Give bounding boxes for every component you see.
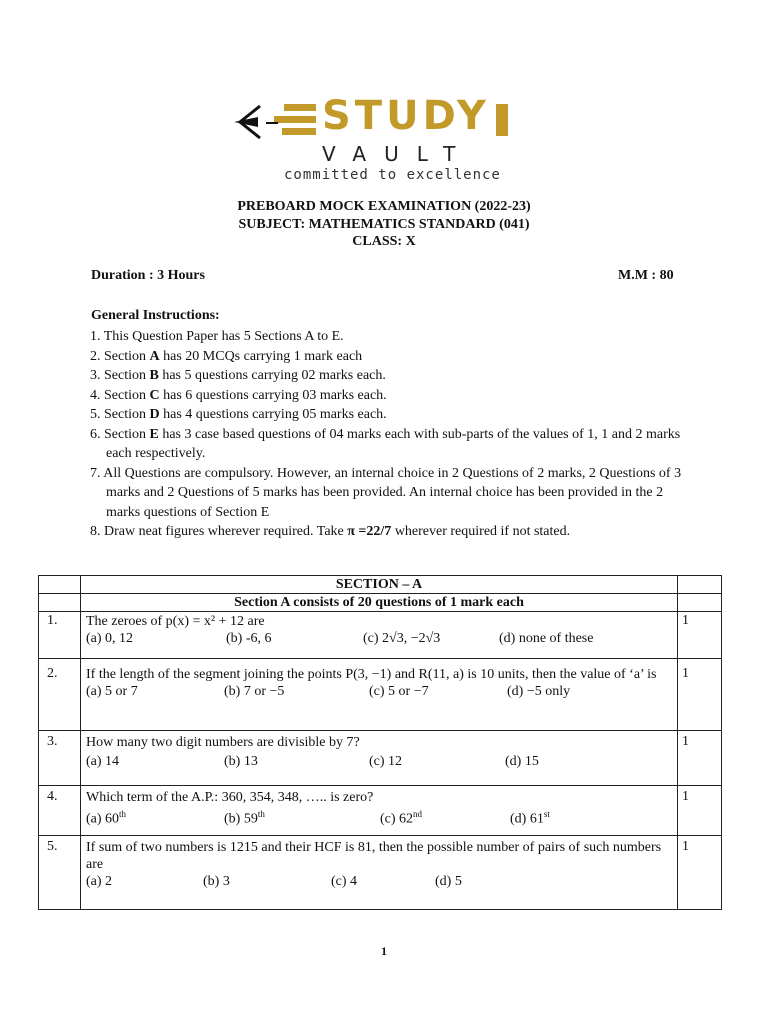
- question-number: 2.: [39, 659, 81, 731]
- logo-tagline: committed to excellence: [284, 167, 501, 183]
- option-d: [510, 806, 550, 828]
- question-text: How many two digit numbers are divisible by 7?: [86, 735, 360, 750]
- question-cell: [81, 836, 678, 910]
- question-marks: 1: [678, 731, 722, 786]
- max-marks: M.M : 80: [618, 268, 674, 283]
- logo-word: STUDY: [322, 93, 490, 139]
- section-subtitle: Section A consists of 20 questions of 1 mark each: [81, 594, 678, 612]
- question-row: [39, 612, 722, 659]
- option-c: (c) 4: [331, 874, 358, 889]
- instruction-text: 6. Section: [90, 426, 150, 442]
- options-row: [86, 753, 672, 770]
- option-a: (a) 0, 12: [86, 631, 134, 646]
- option-d-text: (d) 61: [510, 811, 544, 827]
- option-d-sup: st: [543, 809, 550, 819]
- option-c: [380, 806, 510, 828]
- option-a-text: (a) 60: [86, 811, 120, 827]
- options-row: [86, 683, 672, 700]
- empty-cell: [39, 594, 81, 612]
- option-c: (c) 12: [369, 754, 403, 769]
- option-b: [224, 806, 380, 828]
- question-cell: [81, 659, 678, 731]
- question-number: 4.: [39, 786, 81, 836]
- option-b-text: (b) 59: [224, 811, 258, 827]
- option-a: (a) 2: [86, 874, 113, 889]
- option-c-sup: nd: [413, 809, 423, 819]
- logo-subword: VAULT: [322, 142, 474, 166]
- option-a: (a) 5 or 7: [86, 684, 138, 699]
- question-row: [39, 836, 722, 910]
- instruction-item: [90, 386, 690, 406]
- instruction-text: has 6 questions carrying 03 marks each.: [159, 387, 387, 403]
- question-marks: 1: [678, 612, 722, 659]
- option-d: (d) none of these: [499, 631, 594, 646]
- question-table: [38, 575, 722, 910]
- question-text: If the length of the segment joining the points P(3, −1) and R(11, a) is 10 units, then the value of ‘a’ is: [86, 667, 657, 682]
- instruction-item: [90, 366, 690, 386]
- instruction-text: 5. Section: [90, 407, 150, 422]
- instruction-bold: π =22/7: [347, 524, 392, 539]
- instruction-text: 3. Section: [90, 368, 150, 383]
- class-title: CLASS: X: [352, 234, 416, 249]
- option-b: (b) 13: [224, 754, 258, 769]
- question-number: 1.: [39, 612, 81, 659]
- instruction-item: [90, 464, 690, 523]
- instruction-text: 1. This Question Paper has 5 Sections A to E.: [90, 329, 344, 344]
- question-number: 3.: [39, 731, 81, 786]
- instruction-text: 2. Section: [90, 348, 150, 364]
- option-c: (c) 2√3, −2√3: [363, 631, 441, 646]
- question-row: [39, 731, 722, 786]
- instructions-heading: General Instructions:: [91, 308, 220, 323]
- option-a: (a) 14: [86, 754, 120, 769]
- instruction-item: [90, 425, 690, 464]
- exam-title: PREBOARD MOCK EXAMINATION (2022-23): [237, 199, 531, 214]
- option-c: (c) 5 or −7: [369, 684, 429, 699]
- question-cell: [81, 786, 678, 836]
- instruction-text: 4. Section: [90, 387, 150, 403]
- question-cell: [81, 612, 678, 659]
- options-row: [86, 630, 672, 647]
- empty-cell: [39, 576, 81, 594]
- option-d: (d) 15: [505, 754, 539, 769]
- question-marks: 1: [678, 786, 722, 836]
- instruction-bold: A: [149, 348, 160, 364]
- question-cell: [81, 731, 678, 786]
- instruction-item: [90, 327, 690, 347]
- option-a-sup: th: [119, 809, 127, 819]
- instruction-item: [90, 522, 690, 542]
- study-vault-logo: [226, 93, 516, 188]
- question-marks: 1: [678, 836, 722, 910]
- instruction-bold: D: [149, 407, 160, 422]
- options-row: [86, 873, 672, 890]
- section-title-row: [39, 576, 722, 594]
- instruction-item: [90, 405, 690, 425]
- instruction-text: has 20 MCQs carrying 1 mark each: [159, 348, 363, 364]
- option-b: (b) 7 or −5: [224, 684, 285, 699]
- question-marks: 1: [678, 659, 722, 731]
- question-row: [39, 659, 722, 731]
- question-text: Which term of the A.P.: 360, 354, 348, ….. is zero?: [86, 790, 374, 805]
- instruction-item: [90, 347, 690, 367]
- question-row: [39, 786, 722, 836]
- instruction-bold: E: [149, 426, 159, 442]
- empty-cell: [678, 576, 722, 594]
- question-text: The zeroes of p(x) = x² + 12 are: [86, 614, 265, 629]
- empty-cell: [678, 594, 722, 612]
- option-a: [86, 806, 224, 828]
- section-title: SECTION – A: [81, 576, 678, 594]
- options-row: [86, 806, 672, 828]
- section-subtitle-row: [39, 594, 722, 612]
- option-b: (b) -6, 6: [226, 631, 272, 646]
- page-number: 1: [381, 944, 387, 958]
- duration: Duration : 3 Hours: [91, 268, 205, 283]
- option-b-sup: th: [257, 809, 265, 819]
- subject-title: SUBJECT: MATHEMATICS STANDARD (041): [238, 217, 530, 232]
- option-b: (b) 3: [203, 874, 230, 889]
- question-text: If sum of two numbers is 1215 and their HCF is 81, then the possible number of pairs of such numbers are: [86, 840, 662, 872]
- instruction-text: has 3 case based questions of 04 marks each with sub-parts of the values of 1, 1 and 2 marks each respectively.: [106, 426, 681, 461]
- instruction-text: has 4 questions carrying 05 marks each.: [159, 407, 387, 422]
- instruction-bold: B: [149, 368, 159, 383]
- option-c-text: (c) 62: [380, 811, 414, 827]
- instruction-text: wherever required if not stated.: [391, 524, 571, 539]
- option-d: (d) −5 only: [507, 684, 571, 699]
- question-number: 5.: [39, 836, 81, 910]
- instruction-text: 7. All Questions are compulsory. However, an internal choice in 2 Questions of 2 marks, 2 Questions of 3 marks and 2 Questions of 5 marks has been provided. An internal choice has been provided in the 2 marks questions of Section E: [90, 465, 682, 520]
- instruction-text: has 5 questions carrying 02 marks each.: [158, 368, 386, 383]
- option-d: (d) 5: [435, 874, 462, 889]
- instruction-text: 8. Draw neat figures wherever required. Take: [90, 524, 348, 539]
- instruction-bold: C: [149, 387, 160, 403]
- instructions-list: [90, 327, 690, 542]
